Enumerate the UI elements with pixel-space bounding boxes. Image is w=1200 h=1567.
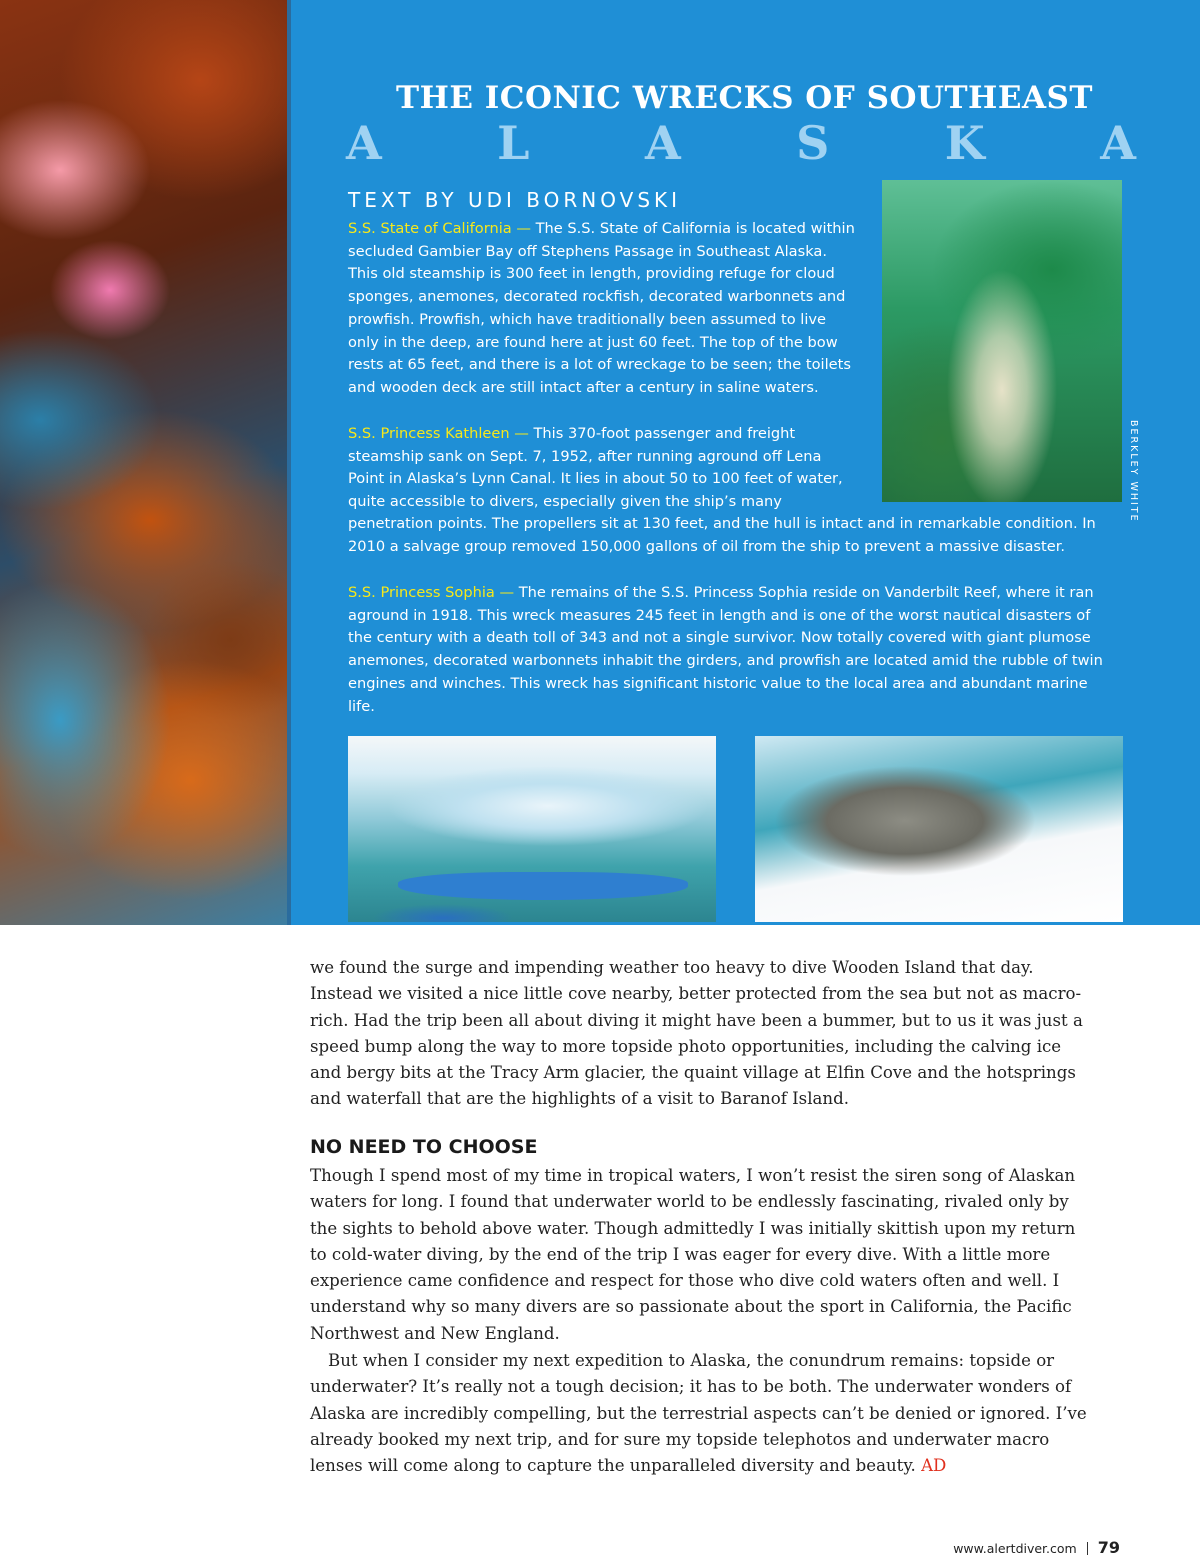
page-footer	[953, 1538, 1120, 1557]
wreck-lead: S.S. State of California —	[348, 220, 531, 237]
article-paragraph: Though I spend most of my time in tropical waters, I won’t resist the siren song of Alaskan waters for long. I found that underwater world to be endlessly fascinating, rivaled only by the sights to behold above water. Though admittedly I was initially skittish upon my return to cold-water diving, by the end of the trip I was eager for every dive. With a little more experience came confidence and respect for those who dive cold waters often and well. I understand why so many divers are so passionate about the sport in California, the Pacific Northwest and New England.	[310, 1166, 1076, 1343]
title-letter: K	[944, 116, 985, 170]
wreck-text: The remains of the S.S. Princess Sophia reside on Vanderbilt Reef, where it ran aground in 1918. This wreck measures 245 feet in length and is one of the worst nautical disasters of the century with a death toll of 343 and not a single survivor. Now totally covered with giant plumose anemones, decorated warbonnets inhabit the girders, and prowfish are located amid the rubble of twin engines and winches. This wreck has significant historic value to the local area and abundant marine life.	[348, 584, 1103, 715]
title-letter: L	[497, 116, 530, 170]
title-letter: A	[1100, 116, 1136, 170]
article-paragraph	[310, 1348, 1090, 1479]
wreck-princess-kathleen	[348, 423, 848, 514]
sidebar-title: THE ICONIC WRECKS OF SOUTHEAST	[396, 80, 1093, 116]
byline: TEXT BY UDI BORNOVSKI	[348, 188, 682, 212]
wreck-princess-sophia	[348, 582, 1108, 718]
footer-divider	[1087, 1542, 1088, 1555]
wreck-sponge-photo	[882, 180, 1122, 502]
wreck-lead: S.S. Princess Sophia —	[348, 584, 515, 601]
article-paragraph: we found the surge and impending weather too heavy to dive Wooden Island that day. Instead we visited a nice little cove nearby, better protected from the sea but not as macro-rich. Had the trip been all about diving it might have been a bummer, but to us it was just a speed bump along the way to more topside photo opportunities, including the calving ice and bergy bits at the Tracy Arm glacier, the quaint village at Elfin Cove and the hotsprings and waterfall that are the highlights of a visit to Baranof Island.	[310, 958, 1083, 1109]
sidebar-title-alaska	[346, 116, 1136, 170]
page-number: 79	[1097, 1538, 1120, 1557]
title-letter: A	[346, 116, 382, 170]
title-letter: A	[644, 116, 681, 170]
wreck-lead: S.S. Princess Kathleen —	[348, 425, 529, 442]
harbor-seal-photo	[755, 736, 1123, 922]
section-heading: NO NEED TO CHOOSE	[310, 1136, 538, 1158]
photo-credit: BERKLEY WHITE	[1128, 420, 1139, 523]
title-letter: S	[796, 116, 830, 170]
article-paragraph-text: But when I consider my next expedition to Alaska, the conundrum remains: topside or underwater? It’s really not a tough decision; it has to be both. The underwater wonders of Alaska are incredibly compelling, but the terrestrial aspects can’t be denied or ignored. I’ve already booked my next trip, and for sure my topside telephotos and underwater macro lenses will come along to capture the unparalleled diversity and beauty.	[310, 1351, 1087, 1476]
wreck-text: The S.S. State of California is located within secluded Gambier Bay off Stephens Passage in Southeast Alaska. This old steamship is 300 feet in length, providing refuge for cloud sponges, anemones, decorated rockfish, decorated warbonnets and prowfish. Prowfish, which have traditionally been assumed to live only in the deep, are found here at just 60 feet. The top of the bow rests at 65 feet, and there is a lot of wreckage to be seen; the toilets and wooden deck are still intact after a century in saline waters.	[348, 220, 855, 396]
footer-url[interactable]: www.alertdiver.com	[953, 1541, 1077, 1556]
wreck-state-of-california	[348, 218, 858, 400]
scorpionfish-photo	[0, 0, 287, 925]
kayak-shape	[398, 872, 688, 900]
wreck-text: This 370-foot passenger and freight steamship sank on Sept. 7, 1952, after running aground off Lena Point in Alaska’s Lynn Canal. It lies in about 50 to 100 feet of water, quite accessible to divers, especially given the ship’s many	[348, 425, 843, 511]
end-mark: AD	[921, 1456, 947, 1476]
wreck-text-continued: penetration points. The propellers sit at 130 feet, and the hull is intact and in remarkable condition. In 2010 a salvage group removed 150,000 gallons of oil from the ship to prevent a massive disaster.	[348, 515, 1096, 555]
